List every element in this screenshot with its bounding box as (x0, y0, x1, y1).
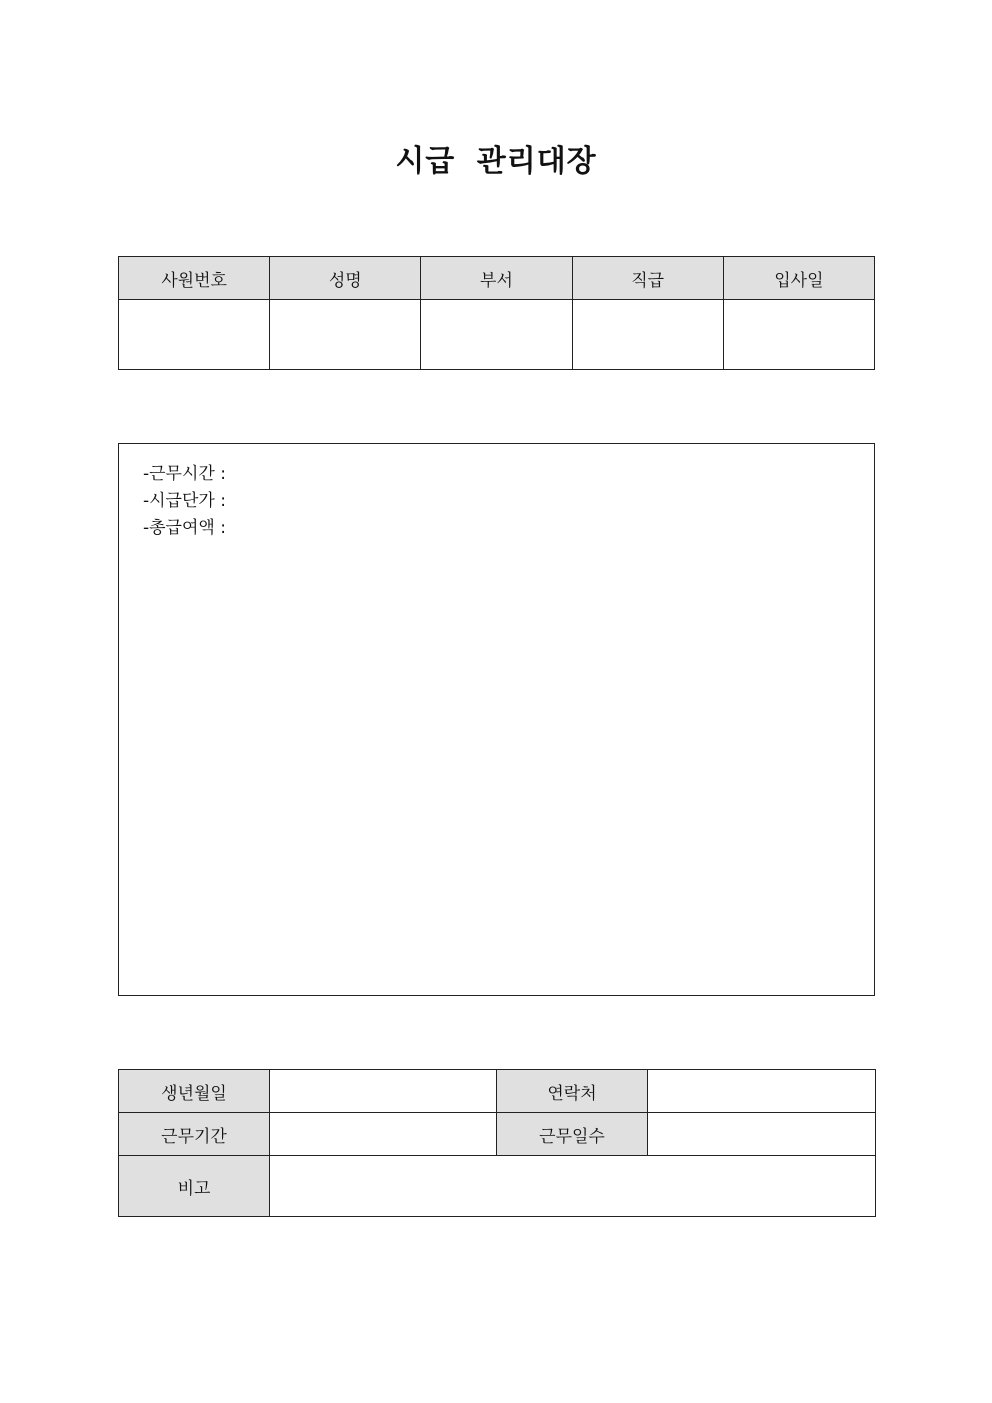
table-row (119, 1070, 876, 1113)
work-days-cell[interactable] (648, 1113, 876, 1156)
position-cell[interactable] (572, 300, 723, 370)
contact-cell[interactable] (648, 1070, 876, 1113)
total-pay-line: -총급여액 : (143, 518, 226, 538)
remarks-label: 비고 (119, 1156, 270, 1217)
employee-number-cell[interactable] (119, 300, 270, 370)
work-hours-line: -근무시간 : (143, 464, 226, 484)
name-cell[interactable] (270, 300, 421, 370)
header-department: 부서 (421, 257, 572, 300)
work-days-label: 근무일수 (497, 1113, 648, 1156)
header-position: 직급 (572, 257, 723, 300)
page-title: 시급 관리대장 (395, 144, 597, 179)
birth-date-label: 생년월일 (119, 1070, 270, 1113)
birth-date-cell[interactable] (270, 1070, 497, 1113)
department-cell[interactable] (421, 300, 572, 370)
employee-info-table (118, 256, 875, 370)
table-row (119, 1113, 876, 1156)
table-value-row (119, 300, 875, 370)
header-hire-date: 입사일 (723, 257, 874, 300)
hourly-rate-line: -시급단가 : (143, 491, 226, 511)
work-period-label: 근무기간 (119, 1113, 270, 1156)
contact-label: 연락처 (497, 1070, 648, 1113)
hire-date-cell[interactable] (723, 300, 874, 370)
header-name: 성명 (270, 257, 421, 300)
remarks-cell[interactable] (270, 1156, 876, 1217)
employee-detail-table (118, 1069, 876, 1217)
header-employee-number: 사원번호 (119, 257, 270, 300)
work-period-cell[interactable] (270, 1113, 497, 1156)
table-header-row (119, 257, 875, 300)
work-details-box[interactable] (118, 443, 875, 996)
table-row (119, 1156, 876, 1217)
